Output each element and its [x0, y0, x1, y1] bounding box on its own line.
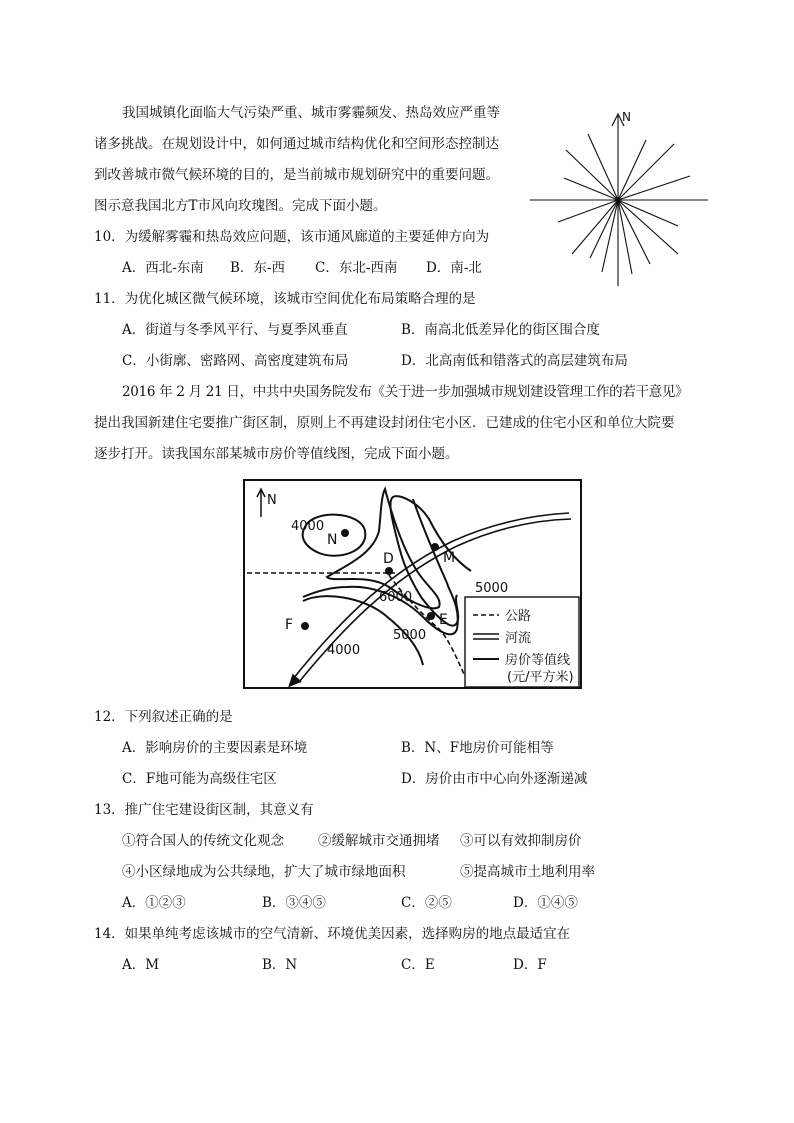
house-price-isoline-map — [243, 479, 583, 691]
q13-statement: ②缓解城市交通拥堵 — [318, 833, 440, 849]
map-north-label: N — [267, 493, 277, 508]
passage-2-line: 提出我国新建住宅要推广街区制，原则上不再建设封闭住宅小区．已建成的住宅小区和单位大院要 — [94, 415, 675, 431]
contour-label: 5000 — [393, 628, 427, 643]
q12-option-d[interactable]: D．房价由市中心向外逐渐递减 — [401, 771, 588, 787]
q13-statement: ④小区绿地成为公共绿地，扩大了城市绿地面积 — [122, 864, 406, 880]
passage-1-line: 我国城镇化面临大气污染严重、城市雾霾频发、热岛效应严重等 — [122, 105, 500, 121]
legend-river-label: 河流 — [505, 631, 532, 646]
point-d — [385, 567, 393, 575]
label-m: M — [443, 550, 456, 566]
q10-option-d[interactable]: D．南-北 — [426, 260, 482, 276]
q12-stem: 12．下列叙述正确的是 — [94, 709, 233, 725]
q10-stem: 10．为缓解雾霾和热岛效应问题，该市通风廊道的主要延伸方向为 — [94, 229, 490, 245]
q14-option-c[interactable]: C．E — [401, 957, 435, 973]
q13-option-d[interactable]: D．①④⑤ — [513, 895, 578, 911]
passage-1-line: 图示意我国北方T市风向玫瑰图。完成下面小题。 — [94, 198, 387, 214]
point-n — [341, 529, 349, 537]
point-e — [427, 612, 435, 620]
q10-option-c[interactable]: C．东北-西南 — [315, 260, 398, 276]
contour-label: 5000 — [475, 581, 509, 596]
passage-1-line: 诸多挑战。在规划设计中，如何通过城市结构优化和空间形态控制达 — [94, 136, 499, 152]
label-d: D — [383, 551, 394, 567]
point-m — [431, 543, 439, 551]
q12-option-b[interactable]: B．N、F地房价可能相等 — [401, 740, 554, 756]
q10-option-a[interactable]: A．西北-东南 — [122, 260, 204, 276]
legend-unit-label: (元/平方米) — [507, 670, 574, 685]
legend-isoline-label: 房价等值线 — [505, 653, 571, 668]
wind-rose-diagram — [528, 104, 710, 288]
q14-option-b[interactable]: B．N — [262, 957, 298, 973]
q11-stem: 11．为优化城区微气候环境，该城市空间优化布局策略合理的是 — [94, 291, 476, 307]
label-f: F — [285, 617, 294, 633]
q14-option-d[interactable]: D．F — [513, 957, 547, 973]
legend-road-label: 公路 — [505, 609, 532, 624]
contour-label: 6000 — [379, 590, 413, 605]
passage-2-line: 2016 年 2 月 21 日，中共中央国务院发布《关于进一步加强城市规划建设管理工作的若干意见》 — [122, 384, 689, 400]
label-n: N — [327, 532, 338, 548]
q13-statement: ③可以有效抑制房价 — [460, 833, 582, 849]
q11-option-b[interactable]: B．南高北低差异化的街区围合度 — [401, 322, 600, 338]
q13-option-b[interactable]: B．③④⑤ — [262, 895, 326, 911]
label-e: E — [439, 612, 448, 628]
q13-stem: 13．推广住宅建设街区制，其意义有 — [94, 802, 314, 818]
passage-2-line: 逐步打开。读我国东部某城市房价等值线图，完成下面小题。 — [94, 446, 459, 462]
q14-stem: 14．如果单纯考虑该城市的空气清新、环境优美因素，选择购房的地点最适宜在 — [94, 926, 571, 942]
passage-1-line: 到改善城市微气候环境的目的，是当前城市规划研究中的重要问题。 — [94, 167, 499, 183]
q12-option-a[interactable]: A．影响房价的主要因素是环境 — [122, 740, 308, 756]
point-f — [301, 622, 309, 630]
q13-option-a[interactable]: A．①②③ — [122, 895, 186, 911]
q12-option-c[interactable]: C．F地可能为高级住宅区 — [122, 771, 277, 787]
q11-option-c[interactable]: C．小街廓、密路网、高密度建筑布局 — [122, 353, 349, 369]
q13-statement: ①符合国人的传统文化观念 — [122, 833, 284, 849]
q10-option-b[interactable]: B．东-西 — [230, 260, 285, 276]
q13-option-c[interactable]: C．②⑤ — [401, 895, 452, 911]
q11-option-d[interactable]: D．北高南低和错落式的高层建筑布局 — [401, 353, 628, 369]
map-legend — [465, 597, 579, 687]
contour-label: 4000 — [327, 643, 361, 658]
compass-north-label: N — [622, 110, 631, 124]
q13-statement: ⑤提高城市土地利用率 — [460, 864, 595, 880]
q11-option-a[interactable]: A．街道与冬季风平行、与夏季风垂直 — [122, 322, 348, 338]
q14-option-a[interactable]: A．M — [122, 957, 160, 973]
contour-label: 4000 — [291, 519, 325, 534]
